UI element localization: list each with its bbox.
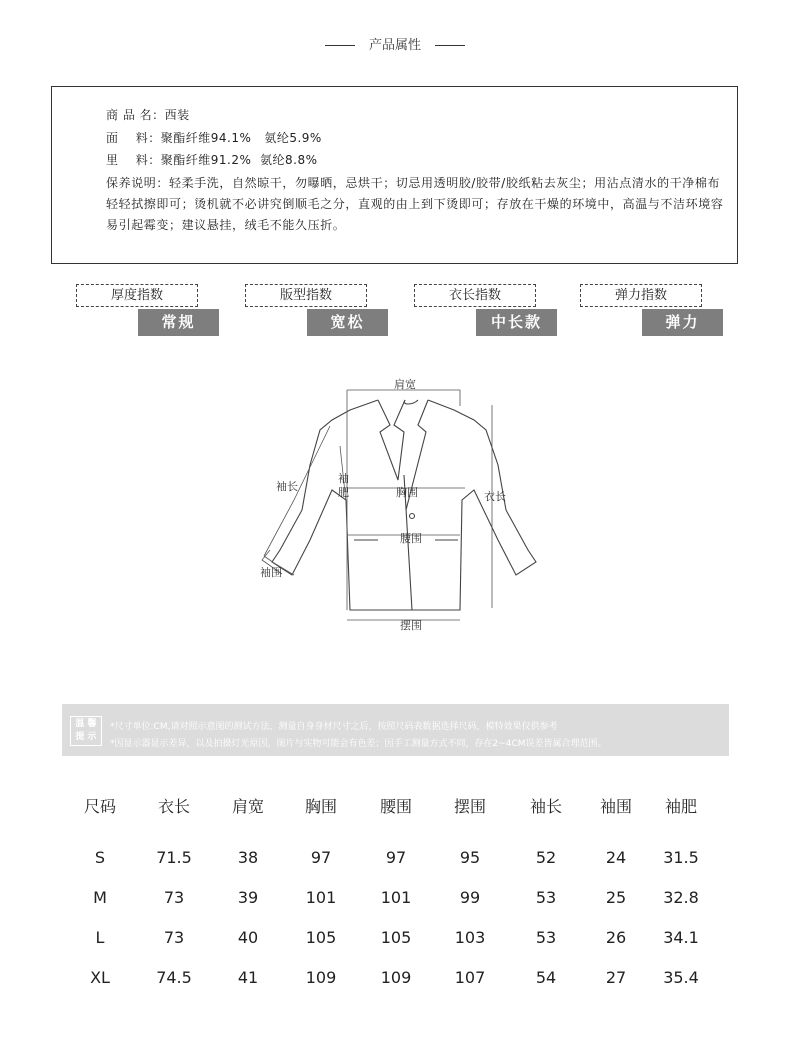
table-cell: 35.4 (663, 968, 699, 987)
header-chest: 胸围 (304, 797, 338, 816)
header-cuff: 袖围 (599, 797, 633, 816)
table-cell: XL (90, 968, 110, 987)
header-shoulder: 肩宽 (231, 797, 265, 816)
table-cell: 73 (163, 928, 185, 947)
notice-line2: *因显示器显示差异，以及拍摄灯光原因，图片与实物可能会有色差；因手工测量方式不同，存在2~4CM误差皆属合理范围。 (110, 739, 607, 749)
table-cell: 40 (237, 928, 259, 947)
attr-name-label: 商 品 名： (106, 108, 165, 122)
index-thickness-label: 厚度指数 (76, 284, 198, 307)
table-cell: 39 (237, 888, 259, 907)
index-length-label: 衣长指数 (414, 284, 536, 307)
table-cell: 101 (380, 888, 412, 907)
header-hem: 摆围 (453, 797, 487, 816)
notice-banner (62, 704, 729, 756)
table-cell: S (94, 848, 106, 867)
table-cell: 31.5 (663, 848, 699, 867)
table-cell: 54 (535, 968, 557, 987)
attr-name-row (106, 106, 190, 123)
index-fit-value: 宽松 (307, 309, 388, 336)
section-title-text: 产品属性 (368, 38, 421, 53)
header-sleeve-width: 袖肥 (664, 797, 698, 816)
table-cell: 53 (535, 928, 557, 947)
index-length (414, 284, 560, 336)
table-cell: 101 (305, 888, 337, 907)
measurement-diagram (250, 370, 550, 640)
label-cuff: 袖围 (260, 566, 282, 579)
table-cell: 109 (380, 968, 412, 987)
index-fit (245, 284, 391, 336)
label-hem: 摆围 (400, 619, 422, 632)
table-cell: 95 (459, 848, 481, 867)
table-row (62, 928, 729, 968)
notice-badge-line2: 提 示 (75, 732, 97, 742)
title-divider-right (435, 45, 465, 46)
label-sleeve-length: 袖长 (276, 480, 298, 493)
table-cell: 105 (380, 928, 412, 947)
attr-outer-label: 面 料： (106, 131, 161, 145)
table-cell: 32.8 (663, 888, 699, 907)
table-cell: 71.5 (156, 848, 192, 867)
attr-lining-label: 里 料： (106, 153, 161, 167)
label-sleeve-width-2: 肥 (338, 486, 349, 499)
table-cell: 52 (535, 848, 557, 867)
notice-badge-line1: 温 馨 (75, 719, 97, 729)
table-cell: 107 (454, 968, 486, 987)
table-row (62, 848, 729, 888)
table-cell: 53 (535, 888, 557, 907)
table-cell: 103 (454, 928, 486, 947)
header-waist: 腰围 (379, 797, 413, 816)
label-shoulder: 肩宽 (394, 378, 416, 391)
attr-lining-value: 聚酯纤维91.2% 氨纶8.8% (160, 153, 318, 167)
table-cell: L (95, 928, 105, 947)
notice-line1: *尺寸单位:CM,请对照示意图的测试方法，测量自身身材尺寸之后，按照尺码表数据选择尺码，模特效果仅供参考 (110, 722, 558, 732)
header-length: 衣长 (157, 797, 191, 816)
table-cell: 41 (237, 968, 259, 987)
table-cell: 97 (310, 848, 332, 867)
attribute-box (51, 86, 738, 264)
label-length: 衣长 (484, 490, 506, 503)
index-length-value: 中长款 (476, 309, 557, 336)
jacket-sketch (250, 370, 550, 640)
title-divider-left (325, 45, 355, 46)
attr-outer-row (106, 129, 322, 146)
index-stretch-label: 弹力指数 (580, 284, 702, 307)
table-cell: 105 (305, 928, 337, 947)
index-fit-label: 版型指数 (245, 284, 367, 307)
size-table (62, 794, 729, 1008)
index-stretch (580, 284, 726, 336)
care-instructions: 保养说明：轻柔手洗，自然晾干，勿曝晒，忌烘干；切忌用透明胶/胶带/胶纸粘去灰尘；用沾点清水的干净棉布轻轻拭擦即可；烫机就不必讲究倒顺毛之分，直观的由上到下烫即可；存放在干燥的环境中，高温与不洁环境容易引起霉变；建议悬挂，绒毛不能久压折。 (106, 176, 724, 232)
table-cell: 27 (605, 968, 627, 987)
label-waist: 腰围 (400, 532, 422, 545)
table-cell: 24 (605, 848, 627, 867)
table-cell: 97 (385, 848, 407, 867)
table-cell: 25 (605, 888, 627, 907)
table-row (62, 888, 729, 928)
table-row (62, 968, 729, 1008)
table-cell: 34.1 (663, 928, 699, 947)
attr-name-value: 西装 (164, 108, 190, 122)
table-cell: 26 (605, 928, 627, 947)
table-cell: 99 (459, 888, 481, 907)
label-chest: 胸围 (396, 486, 418, 499)
index-thickness (76, 284, 222, 336)
header-size: 尺码 (83, 797, 117, 816)
label-sleeve-width-1: 袖 (338, 472, 349, 485)
notice-badge (70, 716, 102, 746)
index-stretch-value: 弹力 (642, 309, 723, 336)
table-cell: 74.5 (156, 968, 192, 987)
index-thickness-value: 常规 (138, 309, 219, 336)
size-table-header (62, 794, 729, 840)
table-cell: 38 (237, 848, 259, 867)
attr-lining-row (106, 151, 318, 168)
section-title (0, 34, 790, 53)
header-sleeve-length: 袖长 (529, 797, 563, 816)
attr-outer-value: 聚酯纤维94.1% 氨纶5.9% (160, 131, 322, 145)
table-cell: 109 (305, 968, 337, 987)
table-cell: M (93, 888, 107, 907)
table-cell: 73 (163, 888, 185, 907)
